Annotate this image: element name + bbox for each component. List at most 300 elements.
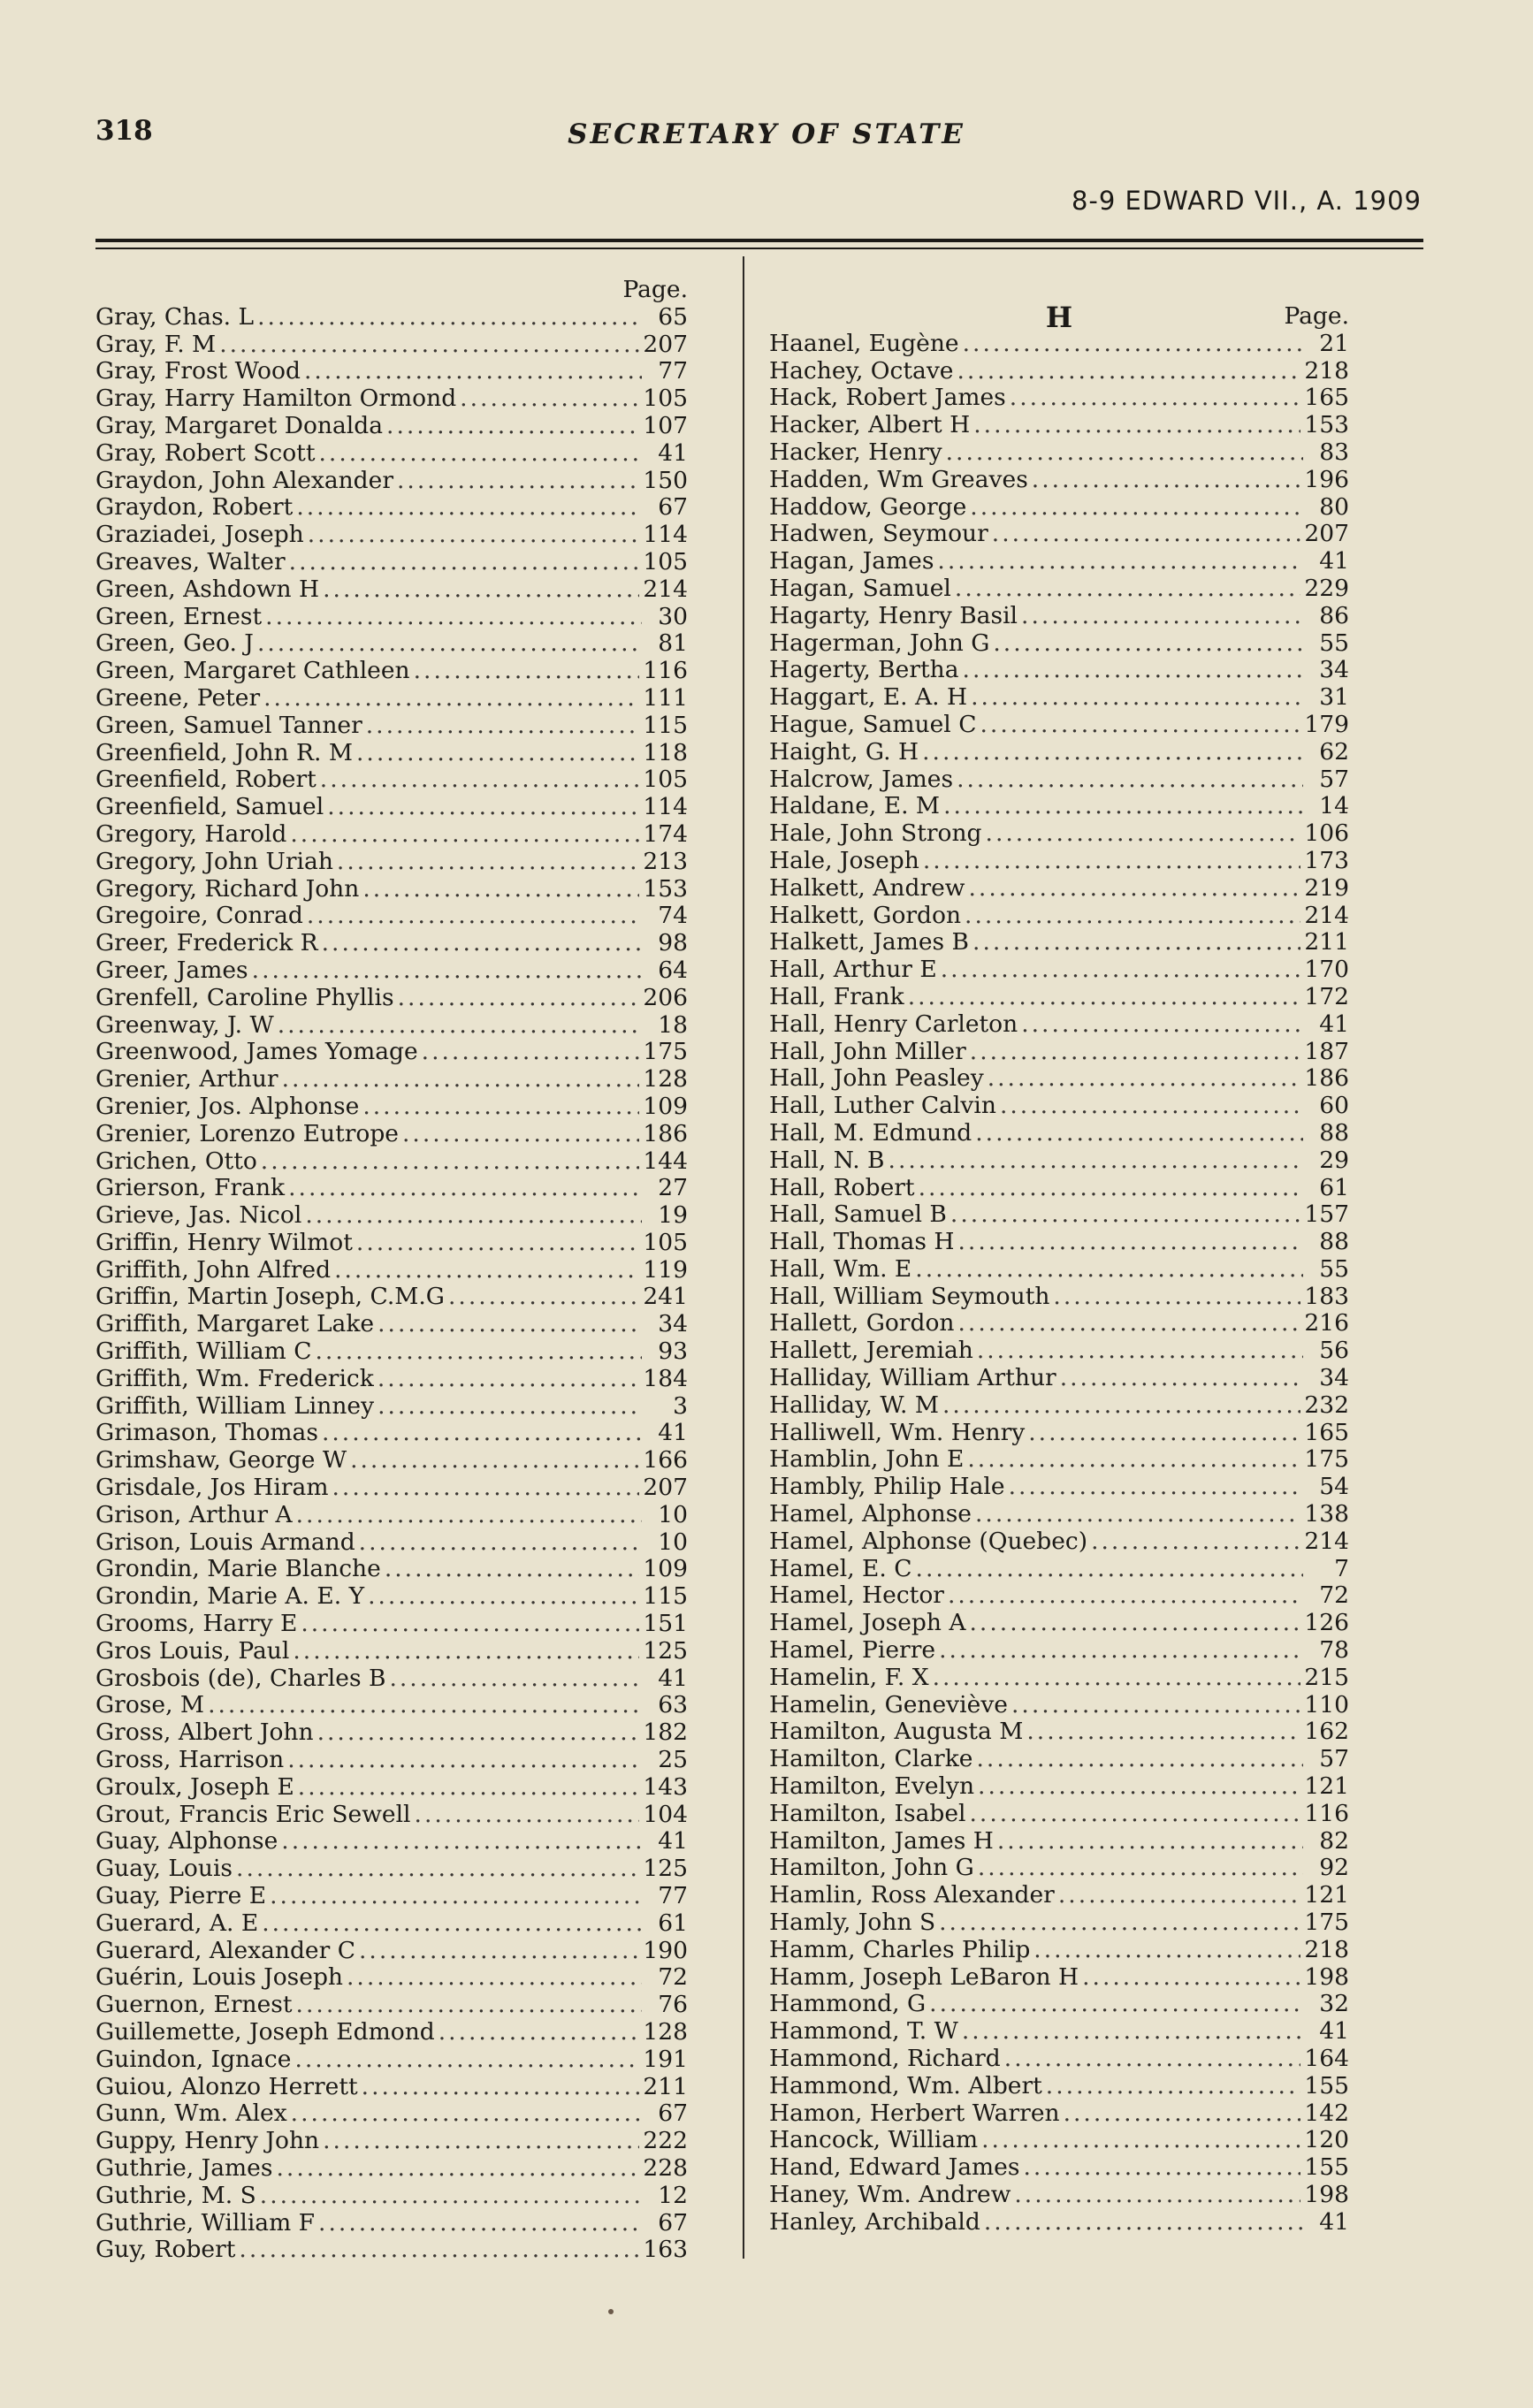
dot-leader xyxy=(975,1120,1303,1147)
entry-page: 105 xyxy=(643,547,688,575)
entry-page: 115 xyxy=(643,1582,688,1611)
dot-leader xyxy=(942,1392,1300,1420)
index-entry xyxy=(769,2100,1349,2128)
index-entry xyxy=(95,1366,688,1393)
left-column xyxy=(95,277,688,2264)
index-entry xyxy=(769,1093,1349,1120)
entry-page: 31 xyxy=(1319,683,1349,712)
entry-page: 190 xyxy=(643,1936,688,1964)
right-page-heading: Page. xyxy=(1284,302,1349,330)
entry-page: 216 xyxy=(1304,1309,1349,1337)
index-entry xyxy=(769,1420,1349,1447)
index-entry xyxy=(769,1065,1349,1093)
dot-leader xyxy=(296,494,642,522)
dot-leader xyxy=(252,957,642,985)
entry-name: Haggart, E. A. H xyxy=(769,683,968,712)
dot-leader xyxy=(350,1447,639,1475)
entry-page: 196 xyxy=(1304,465,1349,493)
dot-leader xyxy=(362,2074,640,2101)
entry-name: Hagerty, Bertha xyxy=(769,656,959,684)
entry-name: Grison, Arthur A xyxy=(95,1500,293,1528)
dot-leader xyxy=(366,712,640,740)
entry-page: 120 xyxy=(1304,2126,1349,2154)
entry-name: Halcrow, James xyxy=(769,765,954,793)
entry-page: 198 xyxy=(1304,2180,1349,2208)
dot-leader xyxy=(1082,1964,1300,1992)
dot-leader xyxy=(389,1665,642,1693)
dot-leader xyxy=(323,2128,639,2155)
dot-leader xyxy=(973,412,1300,439)
dot-leader xyxy=(1033,1937,1300,1964)
entry-page: 214 xyxy=(1304,901,1349,929)
index-entry xyxy=(95,1747,688,1774)
entry-page: 98 xyxy=(658,929,688,957)
dot-leader xyxy=(923,848,1301,875)
index-entry xyxy=(95,2100,688,2128)
entry-name: Haldane, E. M xyxy=(769,792,941,820)
dot-leader xyxy=(291,2100,642,2128)
index-entry xyxy=(95,1938,688,1965)
entry-page: 125 xyxy=(643,1636,688,1665)
index-entry xyxy=(769,1039,1349,1066)
entry-name: Grout, Francis Eric Sewell xyxy=(95,1800,411,1828)
dot-leader xyxy=(978,1855,1303,1882)
entry-page: 151 xyxy=(643,1610,688,1638)
index-entry xyxy=(95,1393,688,1421)
index-entry xyxy=(769,1801,1349,1828)
entry-name: Grimason, Thomas xyxy=(95,1419,318,1447)
entry-name: Hall, Henry Carleton xyxy=(769,1010,1018,1038)
index-entry xyxy=(769,467,1349,494)
index-entry xyxy=(769,2209,1349,2237)
index-entry xyxy=(95,685,688,712)
entry-page: 107 xyxy=(643,411,688,439)
entry-name: Gregory, John Uriah xyxy=(95,847,333,875)
dot-leader xyxy=(262,1910,642,1938)
entry-name: Grenier, Jos. Alphonse xyxy=(95,1092,360,1120)
index-entry xyxy=(95,1665,688,1693)
entry-name: Hambly, Philip Hale xyxy=(769,1473,1005,1501)
index-entry xyxy=(95,1964,688,1992)
dot-leader xyxy=(970,494,1303,522)
entry-name: Guthrie, William F xyxy=(95,2208,316,2237)
index-entry xyxy=(769,1773,1349,1801)
entry-page: 88 xyxy=(1319,1118,1349,1147)
index-entry xyxy=(769,903,1349,930)
entry-name: Greenwood, James Yomage xyxy=(95,1038,418,1066)
dot-leader xyxy=(1011,1692,1300,1719)
dot-leader xyxy=(919,1175,1303,1202)
entry-name: Grimshaw, George W xyxy=(95,1446,347,1475)
dot-leader xyxy=(414,658,640,685)
index-entry xyxy=(769,1501,1349,1528)
dot-leader xyxy=(963,657,1303,684)
entry-name: Greer, James xyxy=(95,956,248,984)
entry-name: Griffith, William Linney xyxy=(95,1391,375,1420)
dot-leader xyxy=(378,1366,640,1393)
entry-page: 183 xyxy=(1304,1282,1349,1310)
dot-leader xyxy=(908,984,1301,1011)
entry-page: 110 xyxy=(1304,1690,1349,1718)
entry-page: 74 xyxy=(658,902,688,930)
ink-smudge xyxy=(608,2309,614,2314)
entry-page: 80 xyxy=(1319,492,1349,521)
entry-page: 125 xyxy=(643,1855,688,1883)
dot-leader xyxy=(984,2209,1303,2237)
entry-page: 57 xyxy=(1319,1745,1349,1773)
entry-page: 150 xyxy=(643,466,688,494)
dot-leader xyxy=(922,739,1303,766)
dot-leader xyxy=(318,440,642,468)
entry-page: 30 xyxy=(658,602,688,630)
dot-leader xyxy=(289,549,640,576)
dot-leader xyxy=(359,1529,642,1557)
dot-leader xyxy=(970,1039,1301,1066)
index-entry xyxy=(769,2073,1349,2100)
dot-leader xyxy=(278,1012,642,1040)
entry-page: 211 xyxy=(1304,928,1349,956)
index-entry xyxy=(95,1992,688,2019)
index-entry xyxy=(769,575,1349,603)
index-entry xyxy=(769,2182,1349,2209)
entry-name: Hall, M. Edmund xyxy=(769,1118,972,1147)
entry-page: 128 xyxy=(643,1065,688,1094)
entry-name: Graziadei, Joseph xyxy=(95,521,304,549)
entry-name: Griffith, William C xyxy=(95,1337,312,1366)
entry-page: 83 xyxy=(1319,438,1349,466)
index-entry xyxy=(95,740,688,767)
entry-name: Gross, Albert John xyxy=(95,1718,314,1747)
entry-page: 219 xyxy=(1304,873,1349,902)
index-entry xyxy=(769,630,1349,658)
entry-page: 214 xyxy=(1304,1527,1349,1555)
dot-leader xyxy=(970,1610,1301,1637)
index-entry xyxy=(95,440,688,468)
dot-leader xyxy=(1021,1011,1303,1039)
entry-page: 116 xyxy=(643,657,688,685)
index-entry xyxy=(769,984,1349,1011)
entry-page: 65 xyxy=(658,302,688,331)
entry-page: 207 xyxy=(1304,520,1349,548)
dot-leader xyxy=(257,630,642,658)
entry-name: Hagarty, Henry Basil xyxy=(769,601,1018,629)
dot-leader xyxy=(957,766,1303,794)
index-entry xyxy=(95,331,688,359)
dot-leader xyxy=(1021,603,1303,630)
entry-name: Guiou, Alonzo Herrett xyxy=(95,2072,358,2100)
entry-page: 19 xyxy=(658,1201,688,1230)
entry-page: 162 xyxy=(1304,1718,1349,1746)
entry-name: Gray, Harry Hamilton Ormond xyxy=(95,385,457,413)
entry-name: Hamilton, John G xyxy=(769,1854,974,1882)
entry-name: Graydon, John Alexander xyxy=(95,466,393,494)
entry-page: 198 xyxy=(1304,1962,1349,1991)
index-entry xyxy=(769,956,1349,984)
dot-leader xyxy=(327,794,639,821)
entry-page: 67 xyxy=(658,493,688,522)
entry-name: Hammond, Richard xyxy=(769,2045,1001,2072)
entry-page: 207 xyxy=(643,330,688,358)
index-entry xyxy=(769,1446,1349,1474)
entry-name: Hall, William Seymouth xyxy=(769,1282,1050,1310)
entry-page: 174 xyxy=(643,819,688,848)
dot-leader xyxy=(320,766,640,794)
dot-leader xyxy=(916,1556,1303,1583)
dot-leader xyxy=(933,1665,1301,1692)
dot-leader xyxy=(1009,1474,1303,1501)
index-entry xyxy=(95,2210,688,2237)
index-entry xyxy=(95,1012,688,1040)
entry-name: Guérin, Louis Joseph xyxy=(95,1963,343,1992)
index-entry xyxy=(95,385,688,413)
dot-leader xyxy=(356,1230,640,1257)
dot-leader xyxy=(239,2237,639,2264)
entry-page: 41 xyxy=(658,1664,688,1692)
entry-page: 114 xyxy=(643,521,688,549)
dot-leader xyxy=(301,1611,639,1638)
index-entry xyxy=(769,657,1349,684)
entry-page: 138 xyxy=(1304,1500,1349,1528)
entry-name: Haney, Wm. Andrew xyxy=(769,2180,1011,2208)
entry-page: 157 xyxy=(1304,1200,1349,1229)
dot-leader xyxy=(257,304,642,331)
dot-leader xyxy=(323,576,639,604)
index-entry xyxy=(95,1202,688,1230)
index-entry xyxy=(769,1120,1349,1147)
dot-leader xyxy=(997,1828,1303,1856)
index-entry xyxy=(769,1991,1349,2018)
entry-page: 228 xyxy=(643,2153,688,2182)
index-entry xyxy=(769,1256,1349,1284)
dot-leader xyxy=(263,685,639,712)
entry-page: 155 xyxy=(1304,2153,1349,2182)
dot-leader xyxy=(332,1475,639,1502)
index-entry xyxy=(95,1692,688,1719)
index-entry xyxy=(95,957,688,985)
entry-page: 173 xyxy=(1304,846,1349,874)
index-entry xyxy=(95,821,688,849)
entry-name: Halliday, W. M xyxy=(769,1391,939,1419)
entry-name: Guernon, Ernest xyxy=(95,1991,293,2019)
entry-name: Grosbois (de), Charles B xyxy=(95,1664,386,1692)
index-entry xyxy=(95,1257,688,1284)
index-entry xyxy=(95,794,688,821)
entry-name: Gros Louis, Paul xyxy=(95,1636,290,1665)
entry-name: Hall, Frank xyxy=(769,982,904,1010)
index-entry xyxy=(769,1637,1349,1665)
entry-name: Halliwell, Wm. Henry xyxy=(769,1418,1026,1446)
dot-leader xyxy=(986,820,1301,848)
entry-page: 163 xyxy=(643,2236,688,2264)
entry-name: Guthrie, M. S xyxy=(95,2181,256,2209)
entry-name: Greenfield, Robert xyxy=(95,766,317,794)
index-entry xyxy=(769,1718,1349,1746)
entry-name: Hamel, Pierre xyxy=(769,1636,936,1665)
entry-name: Hamilton, Clarke xyxy=(769,1745,973,1773)
entry-page: 179 xyxy=(1304,710,1349,738)
dot-leader xyxy=(307,903,642,930)
entry-page: 191 xyxy=(643,2045,688,2073)
index-entry xyxy=(95,1529,688,1557)
entry-page: 143 xyxy=(643,1772,688,1801)
index-entry xyxy=(95,576,688,604)
index-entry xyxy=(769,1882,1349,1909)
entry-name: Hadwen, Seymour xyxy=(769,520,988,548)
dot-leader xyxy=(318,2210,642,2237)
dot-leader xyxy=(294,2046,639,2074)
index-entry xyxy=(769,1528,1349,1556)
dot-leader xyxy=(296,1992,642,2019)
entry-page: 64 xyxy=(658,956,688,984)
entry-name: Green, Ernest xyxy=(95,602,263,630)
entry-name: Groulx, Joseph E xyxy=(95,1772,294,1801)
entry-page: 214 xyxy=(643,575,688,603)
entry-page: 34 xyxy=(1319,656,1349,684)
dot-leader xyxy=(362,1094,639,1121)
entry-page: 10 xyxy=(658,1500,688,1528)
entry-name: Greaves, Walter xyxy=(95,547,286,575)
entry-name: Hagan, Samuel xyxy=(769,574,951,602)
entry-page: 232 xyxy=(1304,1391,1349,1419)
entry-page: 27 xyxy=(658,1174,688,1202)
index-entry xyxy=(769,1610,1349,1637)
dot-leader xyxy=(368,1583,639,1611)
index-entry xyxy=(95,549,688,576)
entry-name: Gray, Robert Scott xyxy=(95,438,316,467)
entry-name: Hall, Luther Calvin xyxy=(769,1092,996,1120)
dot-leader xyxy=(315,1338,642,1366)
index-entry xyxy=(95,2183,688,2210)
entry-name: Guillemette, Joseph Edmond xyxy=(95,2018,435,2046)
entry-name: Gunn, Wm. Alex xyxy=(95,2099,287,2128)
dot-leader xyxy=(282,1066,640,1094)
index-entry xyxy=(769,848,1349,875)
index-entry xyxy=(769,1582,1349,1610)
entry-name: Guay, Pierre E xyxy=(95,1882,267,1910)
entry-page: 92 xyxy=(1319,1854,1349,1882)
index-entry xyxy=(95,930,688,957)
entry-name: Hamilton, Augusta M xyxy=(769,1718,1024,1746)
entry-page: 153 xyxy=(1304,411,1349,439)
index-entry xyxy=(95,658,688,685)
index-entry xyxy=(769,1828,1349,1856)
index-entry xyxy=(95,1420,688,1447)
entry-name: Hammond, T. W xyxy=(769,2017,958,2046)
index-entry xyxy=(95,468,688,495)
entry-name: Graydon, Robert xyxy=(95,493,294,522)
entry-page: 121 xyxy=(1304,1772,1349,1801)
entry-name: Grison, Louis Armand xyxy=(95,1528,355,1556)
dot-leader xyxy=(939,1637,1303,1665)
entry-name: Hamm, Joseph LeBaron H xyxy=(769,1962,1079,1991)
entry-page: 61 xyxy=(658,1909,688,1937)
entry-page: 182 xyxy=(643,1718,688,1747)
column-divider xyxy=(743,256,744,2259)
entry-name: Green, Geo. J xyxy=(95,629,254,658)
entry-page: 61 xyxy=(1319,1173,1349,1201)
entry-name: Guerard, Alexander C xyxy=(95,1936,355,1964)
dot-leader xyxy=(208,1692,642,1719)
dot-leader xyxy=(219,331,639,359)
dot-leader xyxy=(943,793,1303,820)
index-entry xyxy=(769,439,1349,467)
index-entry xyxy=(769,766,1349,794)
entry-page: 57 xyxy=(1319,765,1349,793)
dot-leader xyxy=(976,1746,1303,1773)
entry-page: 218 xyxy=(1304,356,1349,385)
index-entry xyxy=(95,1502,688,1529)
entry-page: 3 xyxy=(673,1391,688,1420)
entry-name: Haanel, Eugène xyxy=(769,329,959,357)
dot-leader xyxy=(276,2155,639,2183)
index-entry xyxy=(95,1774,688,1802)
entry-page: 207 xyxy=(643,1474,688,1502)
dot-leader xyxy=(287,1747,642,1774)
running-title: SECRETARY OF STATE xyxy=(568,118,965,150)
dot-leader xyxy=(334,1257,639,1284)
entry-name: Halliday, William Arthur xyxy=(769,1364,1056,1392)
index-entry xyxy=(769,494,1349,522)
dot-leader xyxy=(980,712,1300,739)
entry-name: Hamilton, Evelyn xyxy=(769,1772,975,1801)
entry-name: Gregory, Harold xyxy=(95,819,287,848)
index-entry xyxy=(95,1338,688,1366)
index-entry xyxy=(769,412,1349,439)
index-entry xyxy=(769,358,1349,385)
dot-leader xyxy=(1064,2100,1301,2128)
entry-name: Guthrie, James xyxy=(95,2153,273,2182)
entry-page: 109 xyxy=(643,1555,688,1583)
dot-leader xyxy=(968,875,1300,903)
entry-name: Hall, John Peasley xyxy=(769,1064,984,1093)
entry-name: Hamelin, F. X xyxy=(769,1663,929,1691)
entry-page: 41 xyxy=(1319,2207,1349,2236)
entry-name: Grierson, Frank xyxy=(95,1174,286,1202)
index-entry xyxy=(769,2046,1349,2073)
entry-page: 78 xyxy=(1319,1636,1349,1665)
index-entry xyxy=(95,1447,688,1475)
index-entry xyxy=(769,820,1349,848)
entry-name: Grondin, Marie A. E. Y xyxy=(95,1582,365,1611)
entry-name: Grondin, Marie Blanche xyxy=(95,1555,381,1583)
dot-leader xyxy=(950,1201,1300,1229)
index-entry xyxy=(769,1147,1349,1175)
entry-name: Hall, Samuel B xyxy=(769,1200,947,1229)
right-column xyxy=(769,303,1349,2237)
index-entry xyxy=(95,1583,688,1611)
entry-page: 12 xyxy=(658,2181,688,2209)
index-entry xyxy=(95,494,688,522)
entry-page: 86 xyxy=(1319,601,1349,629)
dot-leader xyxy=(296,1502,642,1529)
index-entry xyxy=(769,1201,1349,1229)
index-entry xyxy=(769,548,1349,575)
dot-leader xyxy=(963,331,1303,358)
index-entry xyxy=(769,684,1349,712)
entry-page: 213 xyxy=(643,847,688,875)
entry-page: 166 xyxy=(643,1446,688,1475)
entry-name: Hale, Joseph xyxy=(769,846,919,874)
dot-leader xyxy=(915,1256,1303,1284)
index-entry xyxy=(769,1310,1349,1337)
dot-leader xyxy=(957,1229,1303,1256)
dot-leader xyxy=(988,1065,1301,1093)
dot-leader xyxy=(981,2127,1300,2154)
index-entry xyxy=(769,2127,1349,2154)
entry-name: Gross, Harrison xyxy=(95,1746,285,1774)
dot-leader xyxy=(378,1311,642,1338)
dot-leader xyxy=(970,1801,1301,1828)
